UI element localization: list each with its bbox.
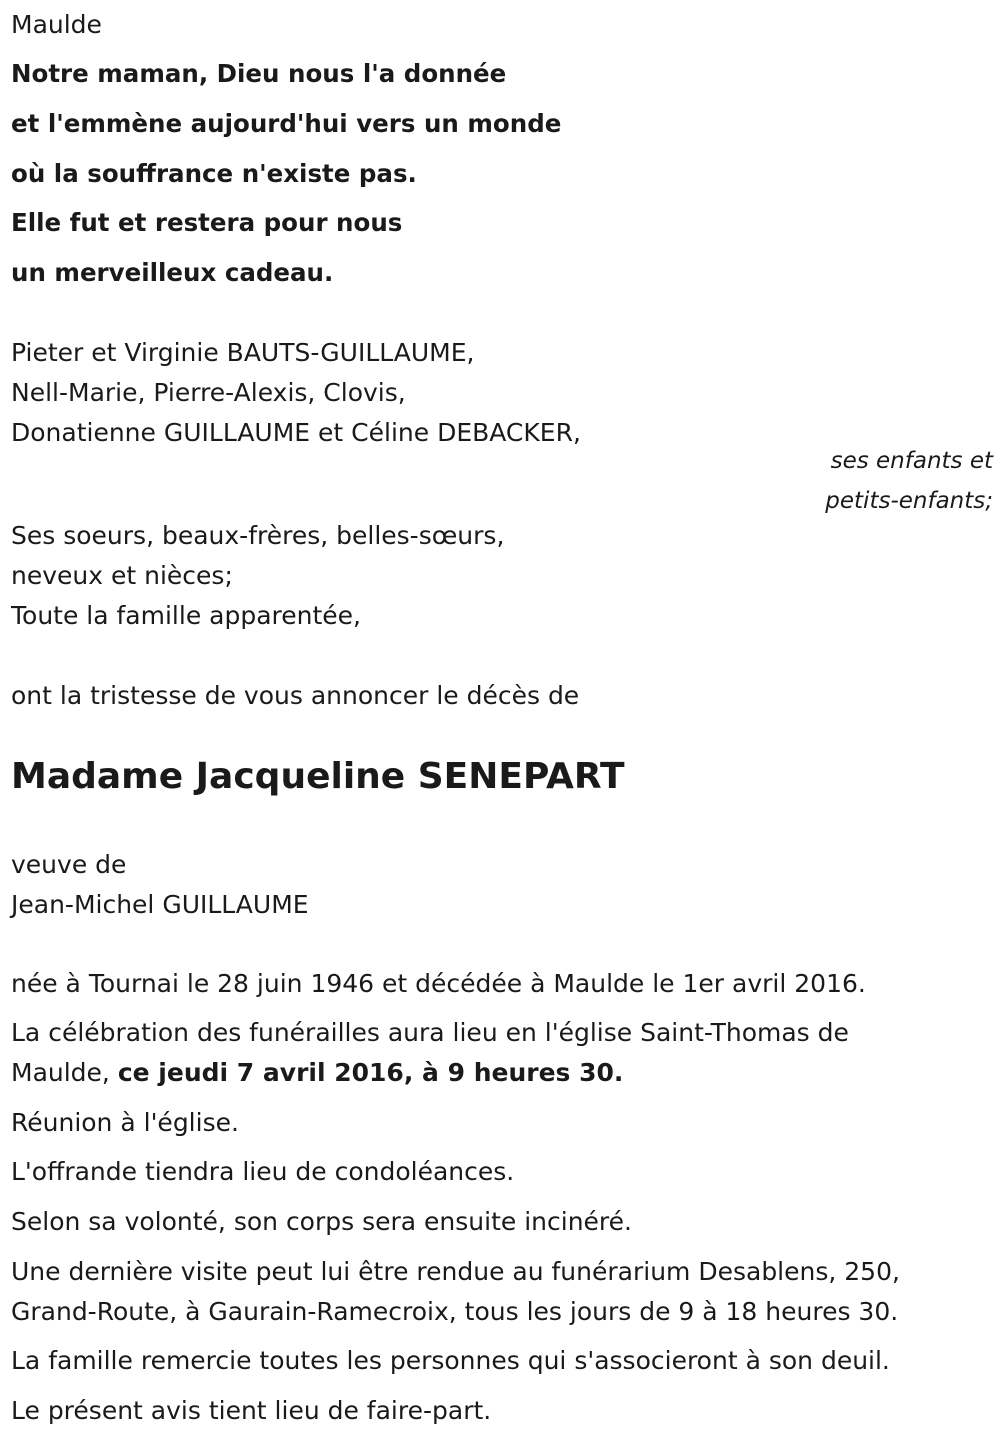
children-role-line: petits-enfants; xyxy=(825,488,993,514)
relatives-line: Toute la famille apparentée, xyxy=(11,601,361,630)
poem-line: un merveilleux cadeau. xyxy=(11,258,334,287)
cremation-text: Selon sa volonté, son corps sera ensuite incinéré. xyxy=(11,1207,632,1236)
thanks-text: La famille remercie toutes les personnes qui s'associeront à son deuil. xyxy=(11,1346,890,1375)
children-line: Donatienne GUILLAUME et Céline DEBACKER, xyxy=(11,418,581,447)
children-line: Pieter et Virginie BAUTS-GUILLAUME, xyxy=(11,338,475,367)
funeral-datetime: ce jeudi 7 avril 2016, à 9 heures 30. xyxy=(117,1058,624,1087)
relatives-line: neveux et nièces; xyxy=(11,561,233,590)
widow-of-label: veuve de xyxy=(11,850,127,879)
children-role xyxy=(825,441,993,521)
spouse-name: Jean-Michel GUILLAUME xyxy=(11,890,309,919)
funeral-text-line1: La célébration des funérailles aura lieu en l'église Saint-Thomas de xyxy=(11,1018,849,1047)
birth-death-text: née à Tournai le 28 juin 1946 et décédée à Maulde le 1er avril 2016. xyxy=(11,969,866,998)
visit-text-line1: Une dernière visite peut lui être rendue au funérarium Desablens, 250, xyxy=(11,1257,900,1286)
meeting-text: Réunion à l'église. xyxy=(11,1108,239,1137)
funeral-text-line2 xyxy=(11,1057,623,1089)
visit-text-line2: Grand-Route, à Gaurain-Ramecroix, tous les jours de 9 à 18 heures 30. xyxy=(11,1297,899,1326)
poem-line: où la souffrance n'existe pas. xyxy=(11,159,417,188)
poem-line: Notre maman, Dieu nous l'a donnée xyxy=(11,59,507,88)
relatives-line: Ses soeurs, beaux-frères, belles-sœurs, xyxy=(11,521,505,550)
deceased-name: Madame Jacqueline SENEPART xyxy=(11,756,625,797)
poem-line: et l'emmène aujourd'hui vers un monde xyxy=(11,109,562,138)
notice-text: Le présent avis tient lieu de faire-part. xyxy=(11,1396,492,1425)
offering-text: L'offrande tiendra lieu de condoléances. xyxy=(11,1157,515,1186)
announcement-text: ont la tristesse de vous annoncer le décès de xyxy=(11,681,580,710)
children-role-line: ses enfants et xyxy=(830,448,993,474)
location-label: Maulde xyxy=(11,10,102,39)
poem-line: Elle fut et restera pour nous xyxy=(11,208,403,237)
children-line: Nell-Marie, Pierre-Alexis, Clovis, xyxy=(11,378,406,407)
funeral-place: Maulde, xyxy=(11,1058,118,1087)
